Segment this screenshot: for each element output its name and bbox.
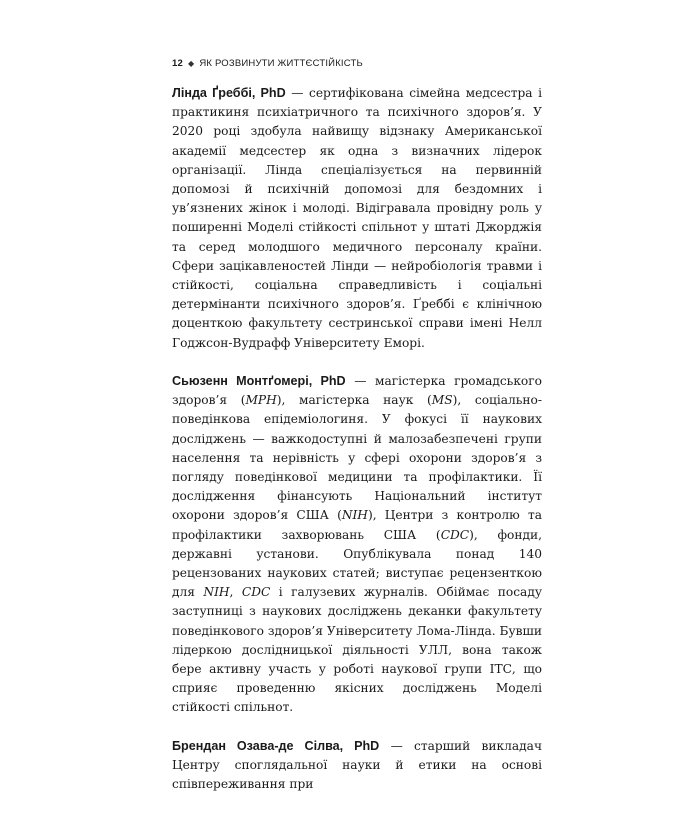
diamond-separator-icon: ◆ [187,59,195,68]
bio-text: — сертифікована сімейна медсестра і практикиня психіатричного та психічного здоров’я. У 2020 році здобула найвищу відзнаку Американської академії медсестер як одна з визначних лідерок організації. Лінда спеціалізується на первинній допомозі й психічній допомозі для бездомних і ув’язнених жінок і молоді. Відігравала провідну роль у поширенні Моделі стійкості спільнот у штаті Джорджія та серед молодшого медичного персоналу країни. Сфери зацікавленостей Лінди — нейробіологія травми і стійкості, соціальна справедливість і соціальні детермінанти психічного здоров’я. Ґреббі є клінічною доценткою факультету сестринської справи імені Нелл Годжсон-Вудрафф Університету Еморі. [172,86,543,350]
bio-text: ), фонди, державні установи. Опублікувала понад 140 рецензованих наукових статей; виступає рецензенткою для [172,527,542,600]
bio-abbrev: CDC [440,527,470,542]
bio-text: — старший викладач Центру споглядальної науки й етики на основі співпереживання при [172,738,542,792]
bio-paragraph-ozawa-de-silva [172,737,542,795]
bio-name: Брендан Озава-де Сілва, PhD [172,738,380,753]
running-head [172,58,363,69]
bio-text: — магістерка громадського здоров’я ( [172,374,542,408]
bio-text: ), Центри з контролю та профілактики захворювань США ( [172,508,542,542]
bio-name: Сьюзенн Монтґомері, PhD [172,374,346,389]
bio-text: ), соціально-поведінкова епідеміологиня. У фокусі її наукових досліджень — важкодоступні й малозабезпечені групи населення та нерівність у сфері охорони здоров’я з погляду поведінкової медицини та профілактики. Її дослідження фінансують Національний інститут охорони здоров’я США ( [172,393,542,523]
bio-abbrev: CDC [241,585,271,600]
bio-abbrev: NIH [341,508,368,523]
body-text [172,84,542,814]
bio-paragraph-montgomery [172,372,542,718]
bio-text: , [229,585,242,600]
book-title: ЯК РОЗВИНУТИ ЖИТТЄСТІЙКІСТЬ [199,58,363,69]
bio-text: і галузевих журналів. Обіймає посаду заступниці з наукових досліджень деканки факультету поведінкового здоров’я Університету Лома-Лінда. Бувши лідеркою дослідницької діяльності УЛЛ, вона також бере активну участь у роботі наукової групи ІТС, що сприяє проведенню якісних досліджень Моделі стійкості спільнот. [172,585,542,715]
bio-abbrev: NIH [203,585,230,600]
bio-abbrev: MPH [245,393,277,408]
bio-name: Лінда Ґреббі, PhD [172,86,286,100]
bio-paragraph-grabbe [172,84,542,353]
bio-abbrev: MS [431,393,453,408]
page-number: 12 [172,58,183,69]
bio-text: ), магістерка наук ( [276,393,432,408]
